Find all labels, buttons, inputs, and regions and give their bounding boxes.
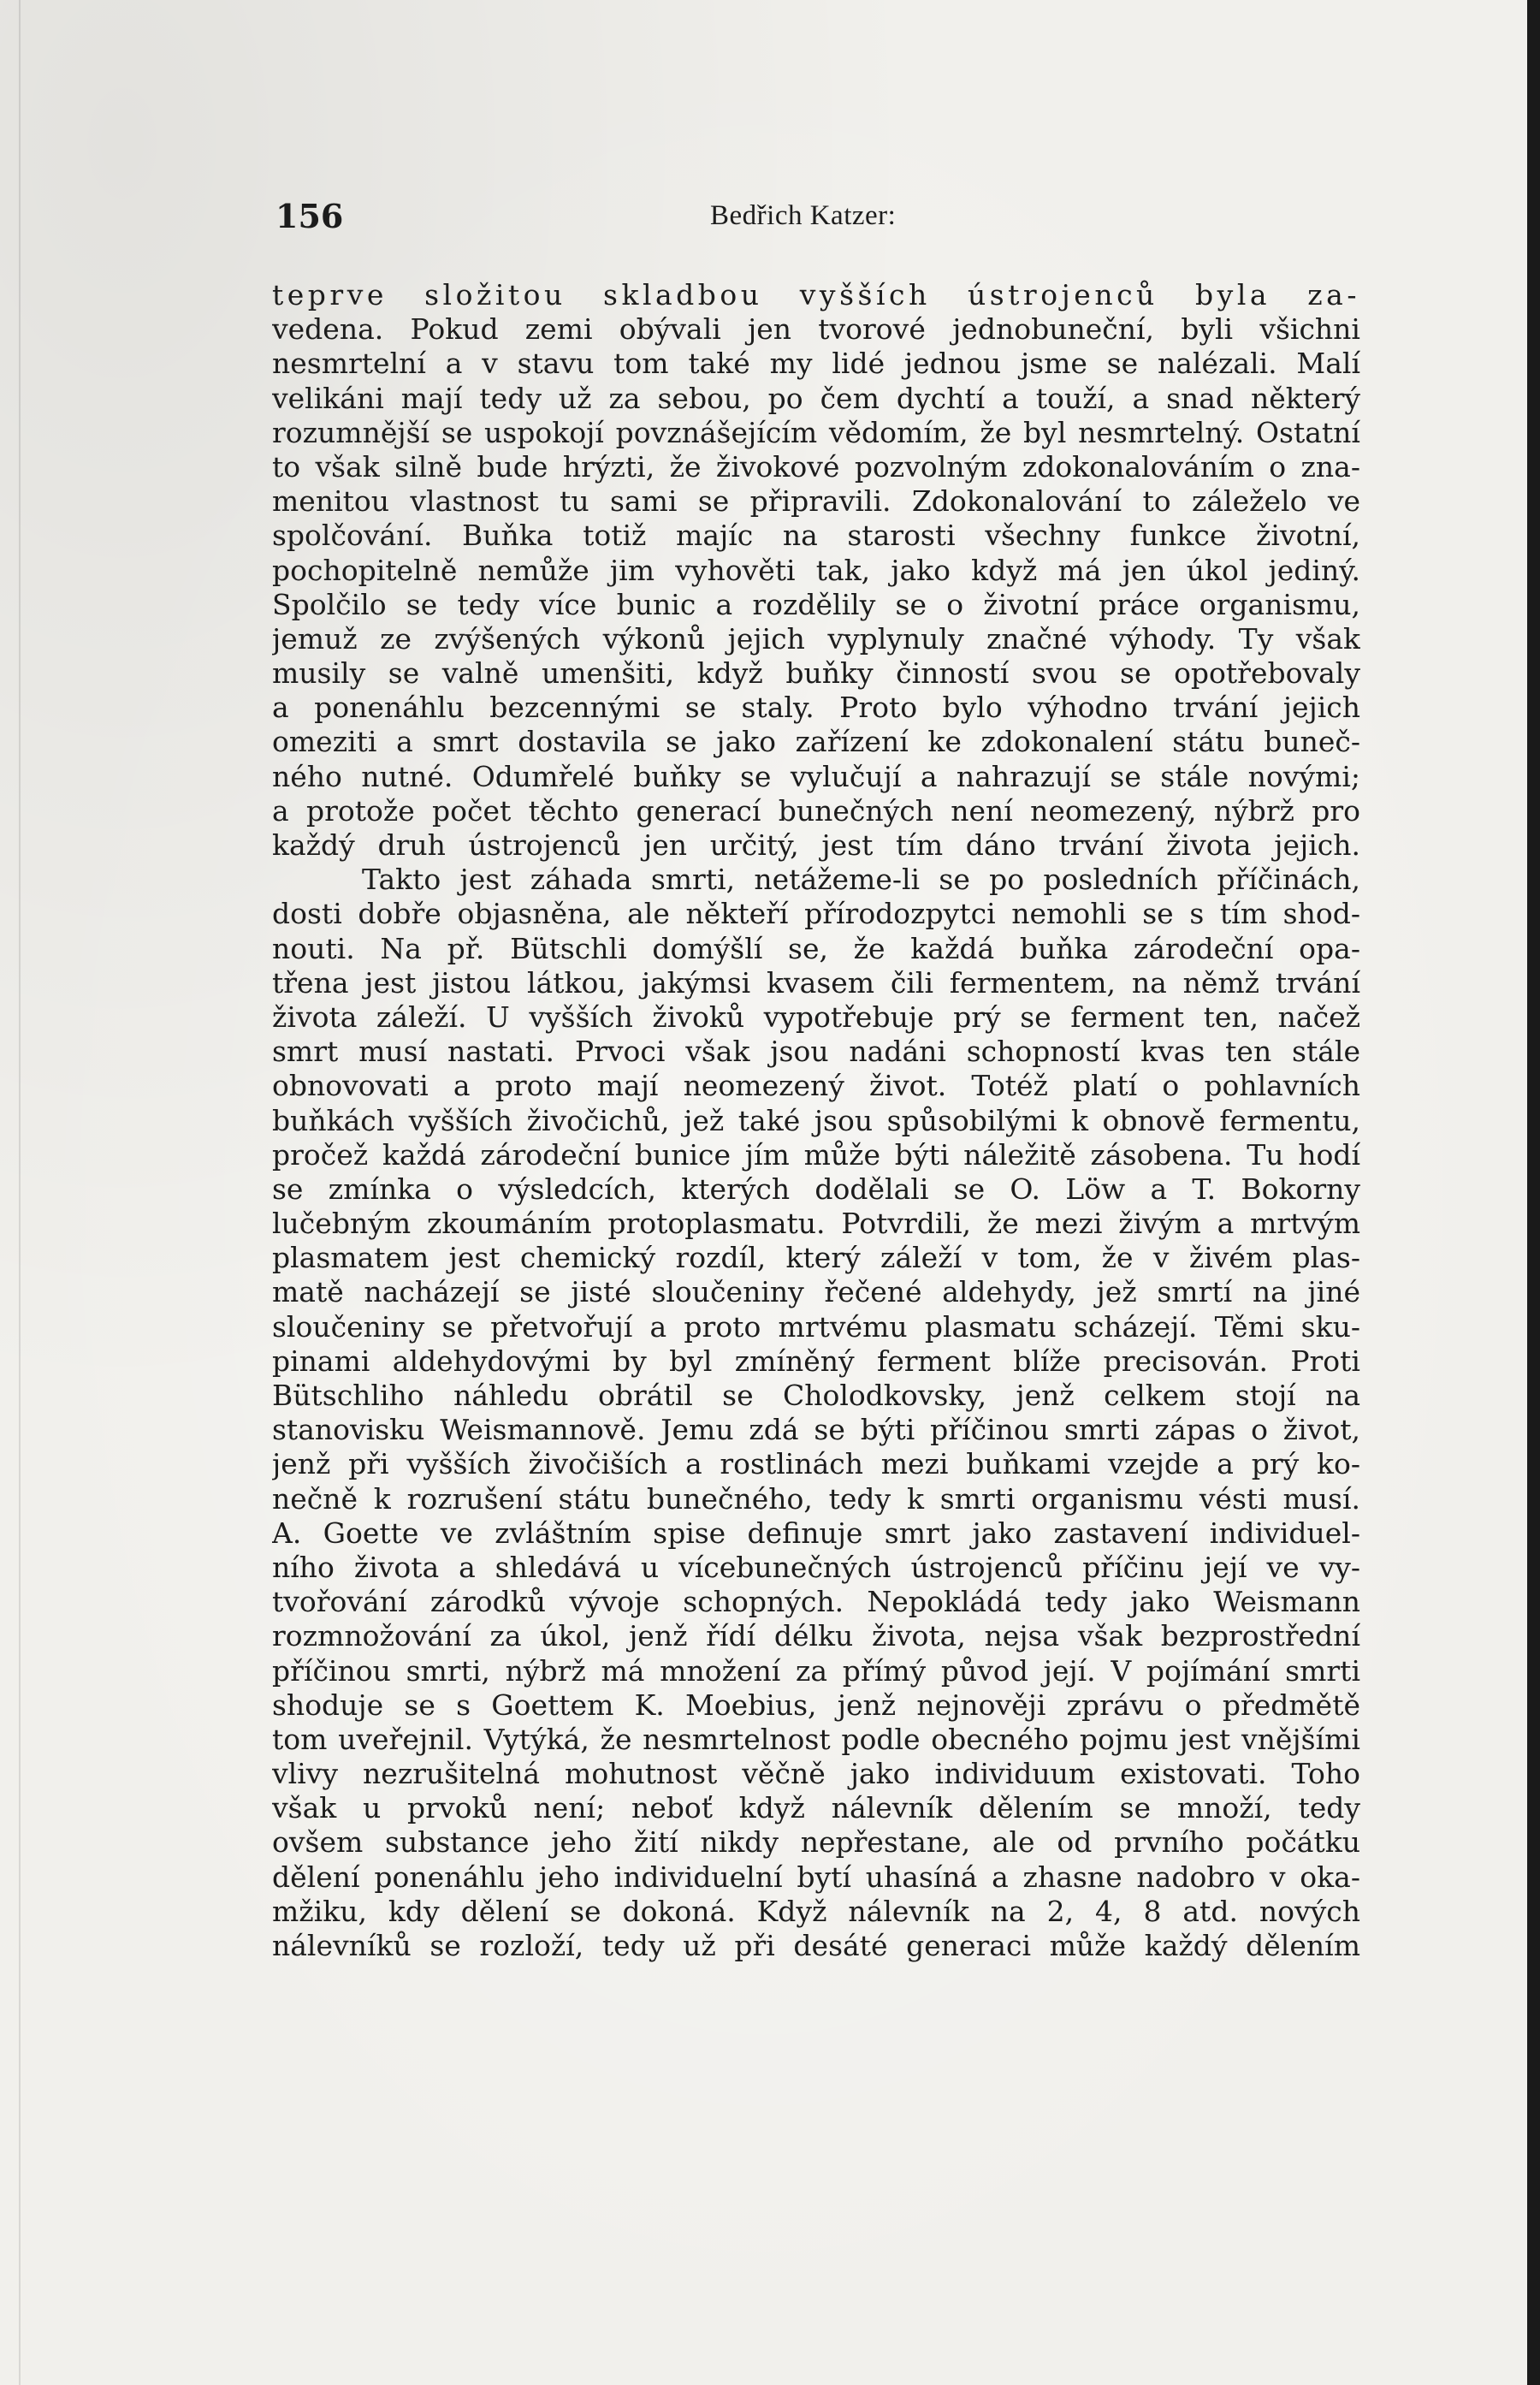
text-line: matě nacházejí se jisté sloučeniny řečené aldehydy, jež smrtí na jiné <box>272 1275 1360 1309</box>
text-line: příčinou smrti, nýbrž má množení za přímý původ její. V pojímání smrti <box>272 1653 1360 1688</box>
text-line: ného nutné. Odumřelé buňky se vylučují a nahrazují se stále novými; <box>272 759 1360 793</box>
text-line: sloučeniny se přetvořují a proto mrtvému plasmatu scházejí. Těmi sku- <box>272 1309 1360 1344</box>
text-line: vedena. Pokud zemi obývali jen tvorové jednobuneční, byli všichni <box>272 312 1360 347</box>
text-line: tvořování zárodků vývoje schopných. Nepokládá tedy jako Weismann <box>272 1585 1360 1619</box>
text-line: vlivy nezrušitelná mohutnost věčně jako individuum existovati. Toho <box>272 1757 1360 1791</box>
text-line: pročež každá zárodeční bunice jím může býti náležitě zásobena. Tu hodí <box>272 1137 1360 1172</box>
text-line: a ponenáhlu bezcennými se staly. Proto bylo výhodno trvání jejich <box>272 691 1360 725</box>
text-line: jenž při vyšších živočiších a rostlinách mezi buňkami vzejde a prý ko- <box>272 1447 1360 1481</box>
text-line: nečně k rozrušení státu bunečného, tedy k smrti organismu vésti musí. <box>272 1481 1360 1516</box>
text-line: pinami aldehydovými by byl zmíněný ferment blíže precisován. Proti <box>272 1344 1360 1378</box>
text-line: se zmínka o výsledcích, kterých dodělali se O. Löw a T. Bokorny <box>272 1172 1360 1206</box>
running-head: Bedřich Katzer: <box>710 200 897 231</box>
text-line: nálevníků se rozloží, tedy už při desáté generaci může každý dělením <box>272 1929 1360 1962</box>
text-line: a protože počet těchto generací bunečných není neomezený, nýbrž pro <box>272 793 1360 828</box>
text-line: to však silně bude hrýzti, že živokové pozvolným zdokonalováním o zna- <box>272 449 1360 484</box>
page-header <box>275 197 1362 238</box>
text-line: však u prvoků není; neboť když nálevník dělením se množí, tedy <box>272 1791 1360 1825</box>
text-line: menitou vlastnost tu sami se připravili. Zdokonalování to záleželo ve <box>272 484 1360 519</box>
text-line: A. Goette ve zvláštním spise definuje smrt jako zastavení individuel- <box>272 1516 1360 1550</box>
text-line: smrt musí nastati. Prvoci však jsou nadáni schopností kvas ten stále <box>272 1035 1360 1069</box>
text-line: shoduje se s Goettem K. Moebius, jenž nejnověji zprávu o předmětě <box>272 1688 1360 1722</box>
text-line: spolčování. Buňka totiž majíc na starosti všechny funkce životní, <box>272 519 1360 553</box>
text-line: Takto jest záhada smrti, netážeme-li se po posledních příčinách, <box>362 863 1360 897</box>
text-line: velikáni mají tedy už za sebou, po čem dychtí a touží, a snad některý <box>272 381 1360 415</box>
text-line: Spolčilo se tedy více bunic a rozdělily se o životní práce organismu, <box>272 587 1360 621</box>
text-line: mžiku, kdy dělení se dokoná. Když nálevník na 2, 4, 8 atd. nových <box>272 1894 1360 1928</box>
text-line: třena jest jistou látkou, jakýmsi kvasem čili fermentem, na němž trvání <box>272 965 1360 1000</box>
text-line: ního života a shledává u vícebunečných ústrojenců příčinu její ve vy- <box>272 1550 1360 1584</box>
text-line: dosti dobře objasněna, ale někteří přírodozpytci nemohli se s tím shod- <box>272 897 1360 931</box>
text-line: lučebným zkoumáním protoplasmatu. Potvrdili, že mezi živým a mrtvým <box>272 1207 1360 1241</box>
text-line: života záleží. U vyšších živoků vypotřebuje prý se ferment ten, načež <box>272 1000 1360 1034</box>
text-line: buňkách vyšších živočichů, jež také jsou spůsobilými k obnově fermentu, <box>272 1103 1360 1137</box>
body-text <box>272 278 1360 1963</box>
text-line: obnovovati a proto mají neomezený život. Totéž platí o pohlavních <box>272 1069 1360 1103</box>
text-line: tom uveřejnil. Vytýká, že nesmrtelnost podle obecného pojmu jest vnějšími <box>272 1722 1360 1756</box>
text-line: musily se valně umenšiti, když buňky činností svou se opotřebovaly <box>272 656 1360 691</box>
text-line: stanovisku Weismannově. Jemu zdá se býti příčinou smrti zápas o život, <box>272 1413 1360 1447</box>
text-line: nouti. Na př. Bütschli domýšlí se, že každá buňka zárodeční opa- <box>272 931 1360 965</box>
page-edge <box>19 0 21 2385</box>
text-line: jemuž ze zvýšených výkonů jejich vyplynuly značné výhody. Ty však <box>272 621 1360 656</box>
text-line: rozmnožování za úkol, jenž řídí délku života, nejsa však bezprostřední <box>272 1619 1360 1653</box>
text-line: dělení ponenáhlu jeho individuelní bytí uhasíná a zhasne nadobro v oka- <box>272 1860 1360 1894</box>
text-line: plasmatem jest chemický rozdíl, který záleží v tom, že v živém plas- <box>272 1241 1360 1275</box>
text-line: ovšem substance jeho žití nikdy nepřestane, ale od prvního počátku <box>272 1825 1360 1860</box>
text-line: nesmrtelní a v stavu tom také my lidé jednou jsme se nalézali. Malí <box>272 347 1360 381</box>
text-line: pochopitelně nemůže jim vyhověti tak, jako když má jen úkol jediný. <box>272 553 1360 587</box>
page-number: 156 <box>275 197 344 235</box>
text-line: každý druh ústrojenců jen určitý, jest tím dáno trvání života jejich. <box>272 828 1360 862</box>
text-line: omeziti a smrt dostavila se jako zařízení ke zdokonalení státu buneč- <box>272 725 1360 759</box>
text-line: rozumnější se uspokojí povznášejícím vědomím, že byl nesmrtelný. Ostatní <box>272 415 1360 449</box>
text-line: Bütschliho náhledu obrátil se Cholodkovsky, jenž celkem stojí na <box>272 1379 1360 1412</box>
text-line: teprve složitou skladbou vyšších ústrojenců byla za- <box>272 278 1360 311</box>
